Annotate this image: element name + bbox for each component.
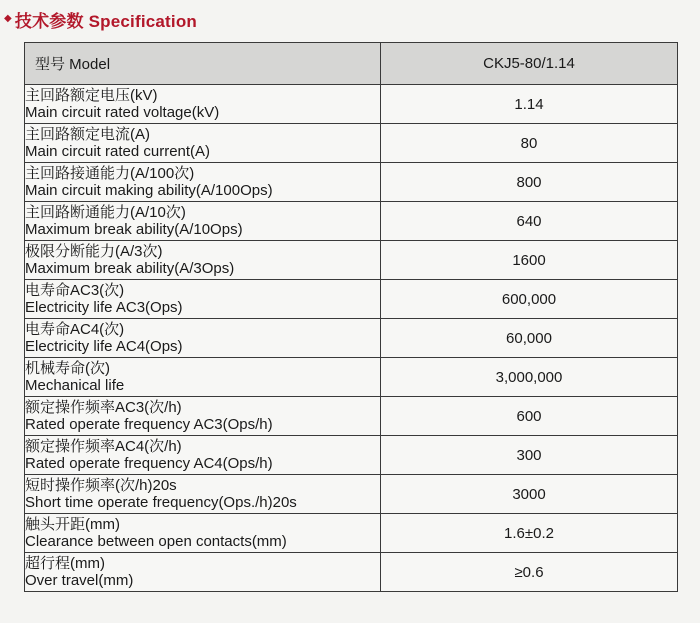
parameter-label-cell bbox=[25, 553, 381, 592]
parameter-name-chinese: 极限分断能力(A/3次) bbox=[25, 243, 163, 260]
parameter-value-cell: 640 bbox=[381, 202, 678, 241]
table-row bbox=[25, 124, 678, 163]
parameter-name-chinese: 电寿命AC4(次) bbox=[25, 321, 125, 338]
model-value-header: CKJ5-80/1.14 bbox=[381, 43, 678, 85]
parameter-value-cell: 600,000 bbox=[381, 280, 678, 319]
table-row bbox=[25, 163, 678, 202]
parameter-name-english: Mechanical life bbox=[25, 377, 125, 394]
parameter-name-chinese: 主回路断通能力(A/10次) bbox=[25, 204, 186, 221]
parameter-name-english: Over travel(mm) bbox=[25, 572, 134, 589]
parameter-name-english: Electricity life AC3(Ops) bbox=[25, 299, 183, 316]
parameter-name-chinese: 短时操作频率(次/h)20s bbox=[25, 477, 177, 494]
parameter-name-chinese: 主回路额定电流(A) bbox=[25, 126, 150, 143]
parameter-value-cell: 800 bbox=[381, 163, 678, 202]
parameter-value-cell: 3,000,000 bbox=[381, 358, 678, 397]
parameter-name-chinese: 触头开距(mm) bbox=[25, 516, 120, 533]
parameter-label-cell bbox=[25, 397, 381, 436]
parameter-label-cell bbox=[25, 163, 381, 202]
table-row bbox=[25, 475, 678, 514]
parameter-value-cell: 1600 bbox=[381, 241, 678, 280]
parameter-value-cell: 3000 bbox=[381, 475, 678, 514]
section-title: 技术参数 Specification bbox=[14, 11, 198, 31]
parameter-name-chinese: 电寿命AC3(次) bbox=[25, 282, 125, 299]
table-row bbox=[25, 514, 678, 553]
section-heading bbox=[4, 6, 197, 32]
parameter-name-english: Rated operate frequency AC4(Ops/h) bbox=[25, 455, 273, 472]
table-header-row bbox=[25, 43, 678, 85]
parameter-value-cell: 300 bbox=[381, 436, 678, 475]
table-row bbox=[25, 358, 678, 397]
parameter-value-cell: 80 bbox=[381, 124, 678, 163]
table-row bbox=[25, 202, 678, 241]
parameter-name-english: Clearance between open contacts(mm) bbox=[25, 533, 287, 550]
parameter-value-cell: 600 bbox=[381, 397, 678, 436]
parameter-name-chinese: 主回路接通能力(A/100次) bbox=[25, 165, 195, 182]
parameter-label-cell bbox=[25, 319, 381, 358]
table-row bbox=[25, 397, 678, 436]
table-row bbox=[25, 436, 678, 475]
parameter-name-chinese: 额定操作频率AC3(次/h) bbox=[25, 399, 182, 416]
parameter-name-english: Short time operate frequency(Ops./h)20s bbox=[25, 494, 297, 511]
diamond-bullet-icon: ◆ bbox=[4, 12, 12, 24]
table-row bbox=[25, 319, 678, 358]
table-row bbox=[25, 280, 678, 319]
parameter-name-english: Main circuit rated voltage(kV) bbox=[25, 104, 220, 121]
parameter-name-english: Main circuit making ability(A/100Ops) bbox=[25, 182, 273, 199]
parameter-label-cell bbox=[25, 280, 381, 319]
parameter-label-cell bbox=[25, 85, 381, 124]
parameter-value-cell: 1.14 bbox=[381, 85, 678, 124]
specification-table bbox=[24, 42, 678, 592]
parameter-name-english: Rated operate frequency AC3(Ops/h) bbox=[25, 416, 273, 433]
parameter-name-english: Electricity life AC4(Ops) bbox=[25, 338, 183, 355]
parameter-label-cell bbox=[25, 358, 381, 397]
parameter-value-cell: 1.6±0.2 bbox=[381, 514, 678, 553]
parameter-label-cell bbox=[25, 514, 381, 553]
parameter-label-cell bbox=[25, 124, 381, 163]
parameter-name-chinese: 主回路额定电压(kV) bbox=[25, 87, 158, 104]
table-row bbox=[25, 553, 678, 592]
parameter-label-cell bbox=[25, 202, 381, 241]
parameter-value-cell: ≥0.6 bbox=[381, 553, 678, 592]
parameter-label-cell bbox=[25, 475, 381, 514]
parameter-name-chinese: 额定操作频率AC4(次/h) bbox=[25, 438, 182, 455]
parameter-value-cell: 60,000 bbox=[381, 319, 678, 358]
parameter-name-chinese: 机械寿命(次) bbox=[25, 360, 110, 377]
table-row bbox=[25, 241, 678, 280]
model-label-header: 型号 Model bbox=[25, 43, 381, 85]
parameter-label-cell bbox=[25, 241, 381, 280]
parameter-name-chinese: 超行程(mm) bbox=[25, 555, 105, 572]
table-row bbox=[25, 85, 678, 124]
parameter-name-english: Maximum break ability(A/3Ops) bbox=[25, 260, 235, 277]
parameter-label-cell bbox=[25, 436, 381, 475]
parameter-name-english: Main circuit rated current(A) bbox=[25, 143, 211, 160]
parameter-name-english: Maximum break ability(A/10Ops) bbox=[25, 221, 243, 238]
